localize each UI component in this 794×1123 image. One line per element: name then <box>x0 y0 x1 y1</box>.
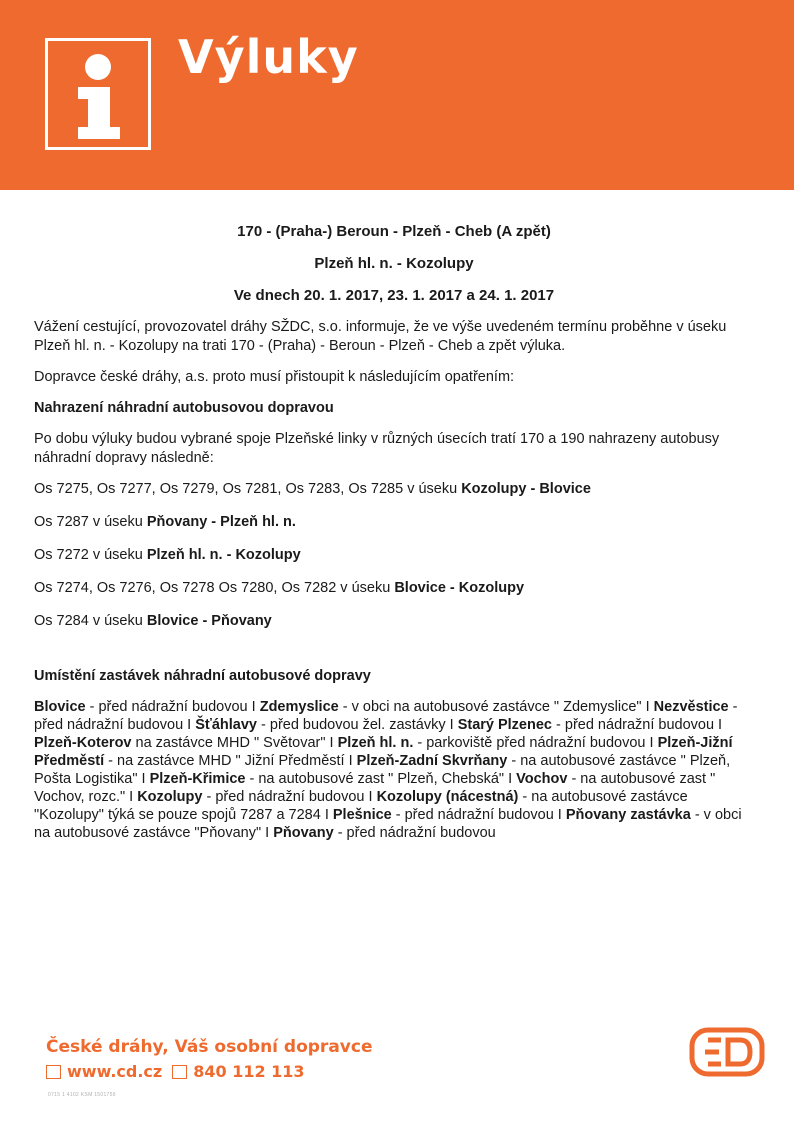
monitor-icon <box>46 1065 61 1079</box>
replacement-item <box>34 612 754 631</box>
replacement-trains: Os 7287 v úseku <box>34 514 147 530</box>
replacement-trains: Os 7274, Os 7276, Os 7278 Os 7280, Os 7282 v úseku <box>34 580 395 596</box>
stop-name: Zdemyslice <box>259 699 339 715</box>
replacement-item <box>34 546 754 565</box>
stop-description: - na autobusové zastávce "Kozolupy" týká se pouze spojů 7287 a 7284 I <box>34 789 688 823</box>
replacement-list <box>34 480 754 631</box>
replacement-section: Kozolupy - Blovice <box>461 481 591 497</box>
intro-paragraph: Vážení cestující, provozovatel dráhy SŽDC, s.o. informuje, že ve výše uvedeném termínu proběhne v úseku Plzeň hl. n. - Kozolupy na trati 170 - (Praha) - Beroun - Plzeň - Cheb a zpět výluka. <box>34 319 727 354</box>
stop-name: Plzeň-Koterov <box>34 735 132 751</box>
cd-logo <box>688 1026 766 1078</box>
replacement-section: Blovice - Pňovany <box>146 613 272 629</box>
replacement-trains: Os 7275, Os 7277, Os 7279, Os 7281, Os 7283, Os 7285 v úseku <box>34 481 462 497</box>
stop-name: Šťáhlavy <box>195 717 257 733</box>
replacement-section: Blovice - Kozolupy <box>394 580 525 596</box>
stop-description: na zastávce MHD " Světovar" I <box>131 735 338 751</box>
section-heading: Plzeň hl. n. - Kozolupy <box>314 255 474 272</box>
stop-description: - před nádražní budovou I <box>552 717 723 733</box>
document-code: 0715 1 4102 KSM 1501756 <box>48 1092 116 1098</box>
stop-description: - před nádražní budovou <box>333 825 496 841</box>
replacement-section: Plzeň hl. n. - Kozolupy <box>146 547 301 563</box>
stops-heading: Umístění zastávek náhradní autobusové dopravy <box>34 668 371 684</box>
stop-description: - před nádražní budovou I <box>85 699 260 715</box>
footer-contacts <box>46 1062 305 1081</box>
replacement-item <box>34 579 754 598</box>
stop-name: Kozolupy (nácestná) <box>376 789 519 805</box>
stop-description: - na autobusové zastávce " Plzeň, Pošta Logistika" I <box>34 753 731 787</box>
stop-description: - před nádražní budovou I <box>202 789 377 805</box>
measures-paragraph: Dopravce české dráhy, a.s. proto musí přistoupit k následujícím opatřením: <box>34 369 515 385</box>
banner-title: Výluky <box>178 30 359 84</box>
stop-description: - před nádražní budovou I <box>34 699 738 733</box>
stop-description: - na zastávce MHD " Jižní Předměstí I <box>104 753 357 769</box>
stop-name: Plzeň-Křimice <box>149 771 246 787</box>
replacement-trains: Os 7284 v úseku <box>34 613 147 629</box>
footer-slogan: České dráhy, Váš osobní dopravce <box>46 1037 373 1057</box>
stops-paragraph <box>34 698 754 842</box>
stop-name: Plzeň-Zadní Skvrňany <box>356 753 508 769</box>
replacement-text: Po dobu výluky budou vybrané spoje Plzeňské linky v různých úsecích tratí 170 a 190 nahrazeny autobusy náhradní dopravy následně: <box>34 431 720 466</box>
stop-name: Plzeň-Jižní Předměstí <box>34 735 733 769</box>
stop-description: - na autobusové zast " Vochov, rozc." I <box>34 771 716 805</box>
stop-name: Blovice <box>34 699 86 715</box>
phone-icon <box>172 1065 187 1079</box>
replacement-section: Pňovany - Plzeň hl. n. <box>146 514 296 530</box>
stop-description: - na autobusové zast " Plzeň, Chebská" I <box>245 771 517 787</box>
stop-description: - v obci na autobusové zastávce " Zdemyslice" I <box>338 699 654 715</box>
stop-name: Plzeň hl. n. <box>337 735 414 751</box>
stop-description: - v obci na autobusové zastávce "Pňovany" I <box>34 807 742 841</box>
notice-body <box>34 222 754 842</box>
replacement-heading: Nahrazení náhradní autobusovou dopravou <box>34 400 334 416</box>
header-banner <box>0 0 794 190</box>
stop-name: Starý Plzenec <box>457 717 552 733</box>
stop-name: Vochov <box>516 771 568 787</box>
info-icon <box>45 38 151 150</box>
stop-name: Pňovany <box>273 825 334 841</box>
stop-description: - před budovou žel. zastávky I <box>257 717 458 733</box>
stop-name: Pňovany zastávka <box>565 807 691 823</box>
stop-name: Nezvěstice <box>653 699 729 715</box>
dates-heading: Ve dnech 20. 1. 2017, 23. 1. 2017 a 24. 1. 2017 <box>233 287 555 304</box>
stop-description: - před nádražní budovou I <box>391 807 566 823</box>
footer-web: www.cd.cz <box>67 1062 163 1081</box>
replacement-item <box>34 513 754 532</box>
replacement-trains: Os 7272 v úseku <box>34 547 147 563</box>
stop-description: - parkoviště před nádražní budovou I <box>413 735 658 751</box>
route-heading: 170 - (Praha-) Beroun - Plzeň - Cheb (A zpět) <box>237 223 551 240</box>
stop-name: Kozolupy <box>137 789 203 805</box>
footer-phone: 840 112 113 <box>193 1062 305 1081</box>
stop-name: Plešnice <box>332 807 392 823</box>
replacement-item <box>34 480 754 499</box>
